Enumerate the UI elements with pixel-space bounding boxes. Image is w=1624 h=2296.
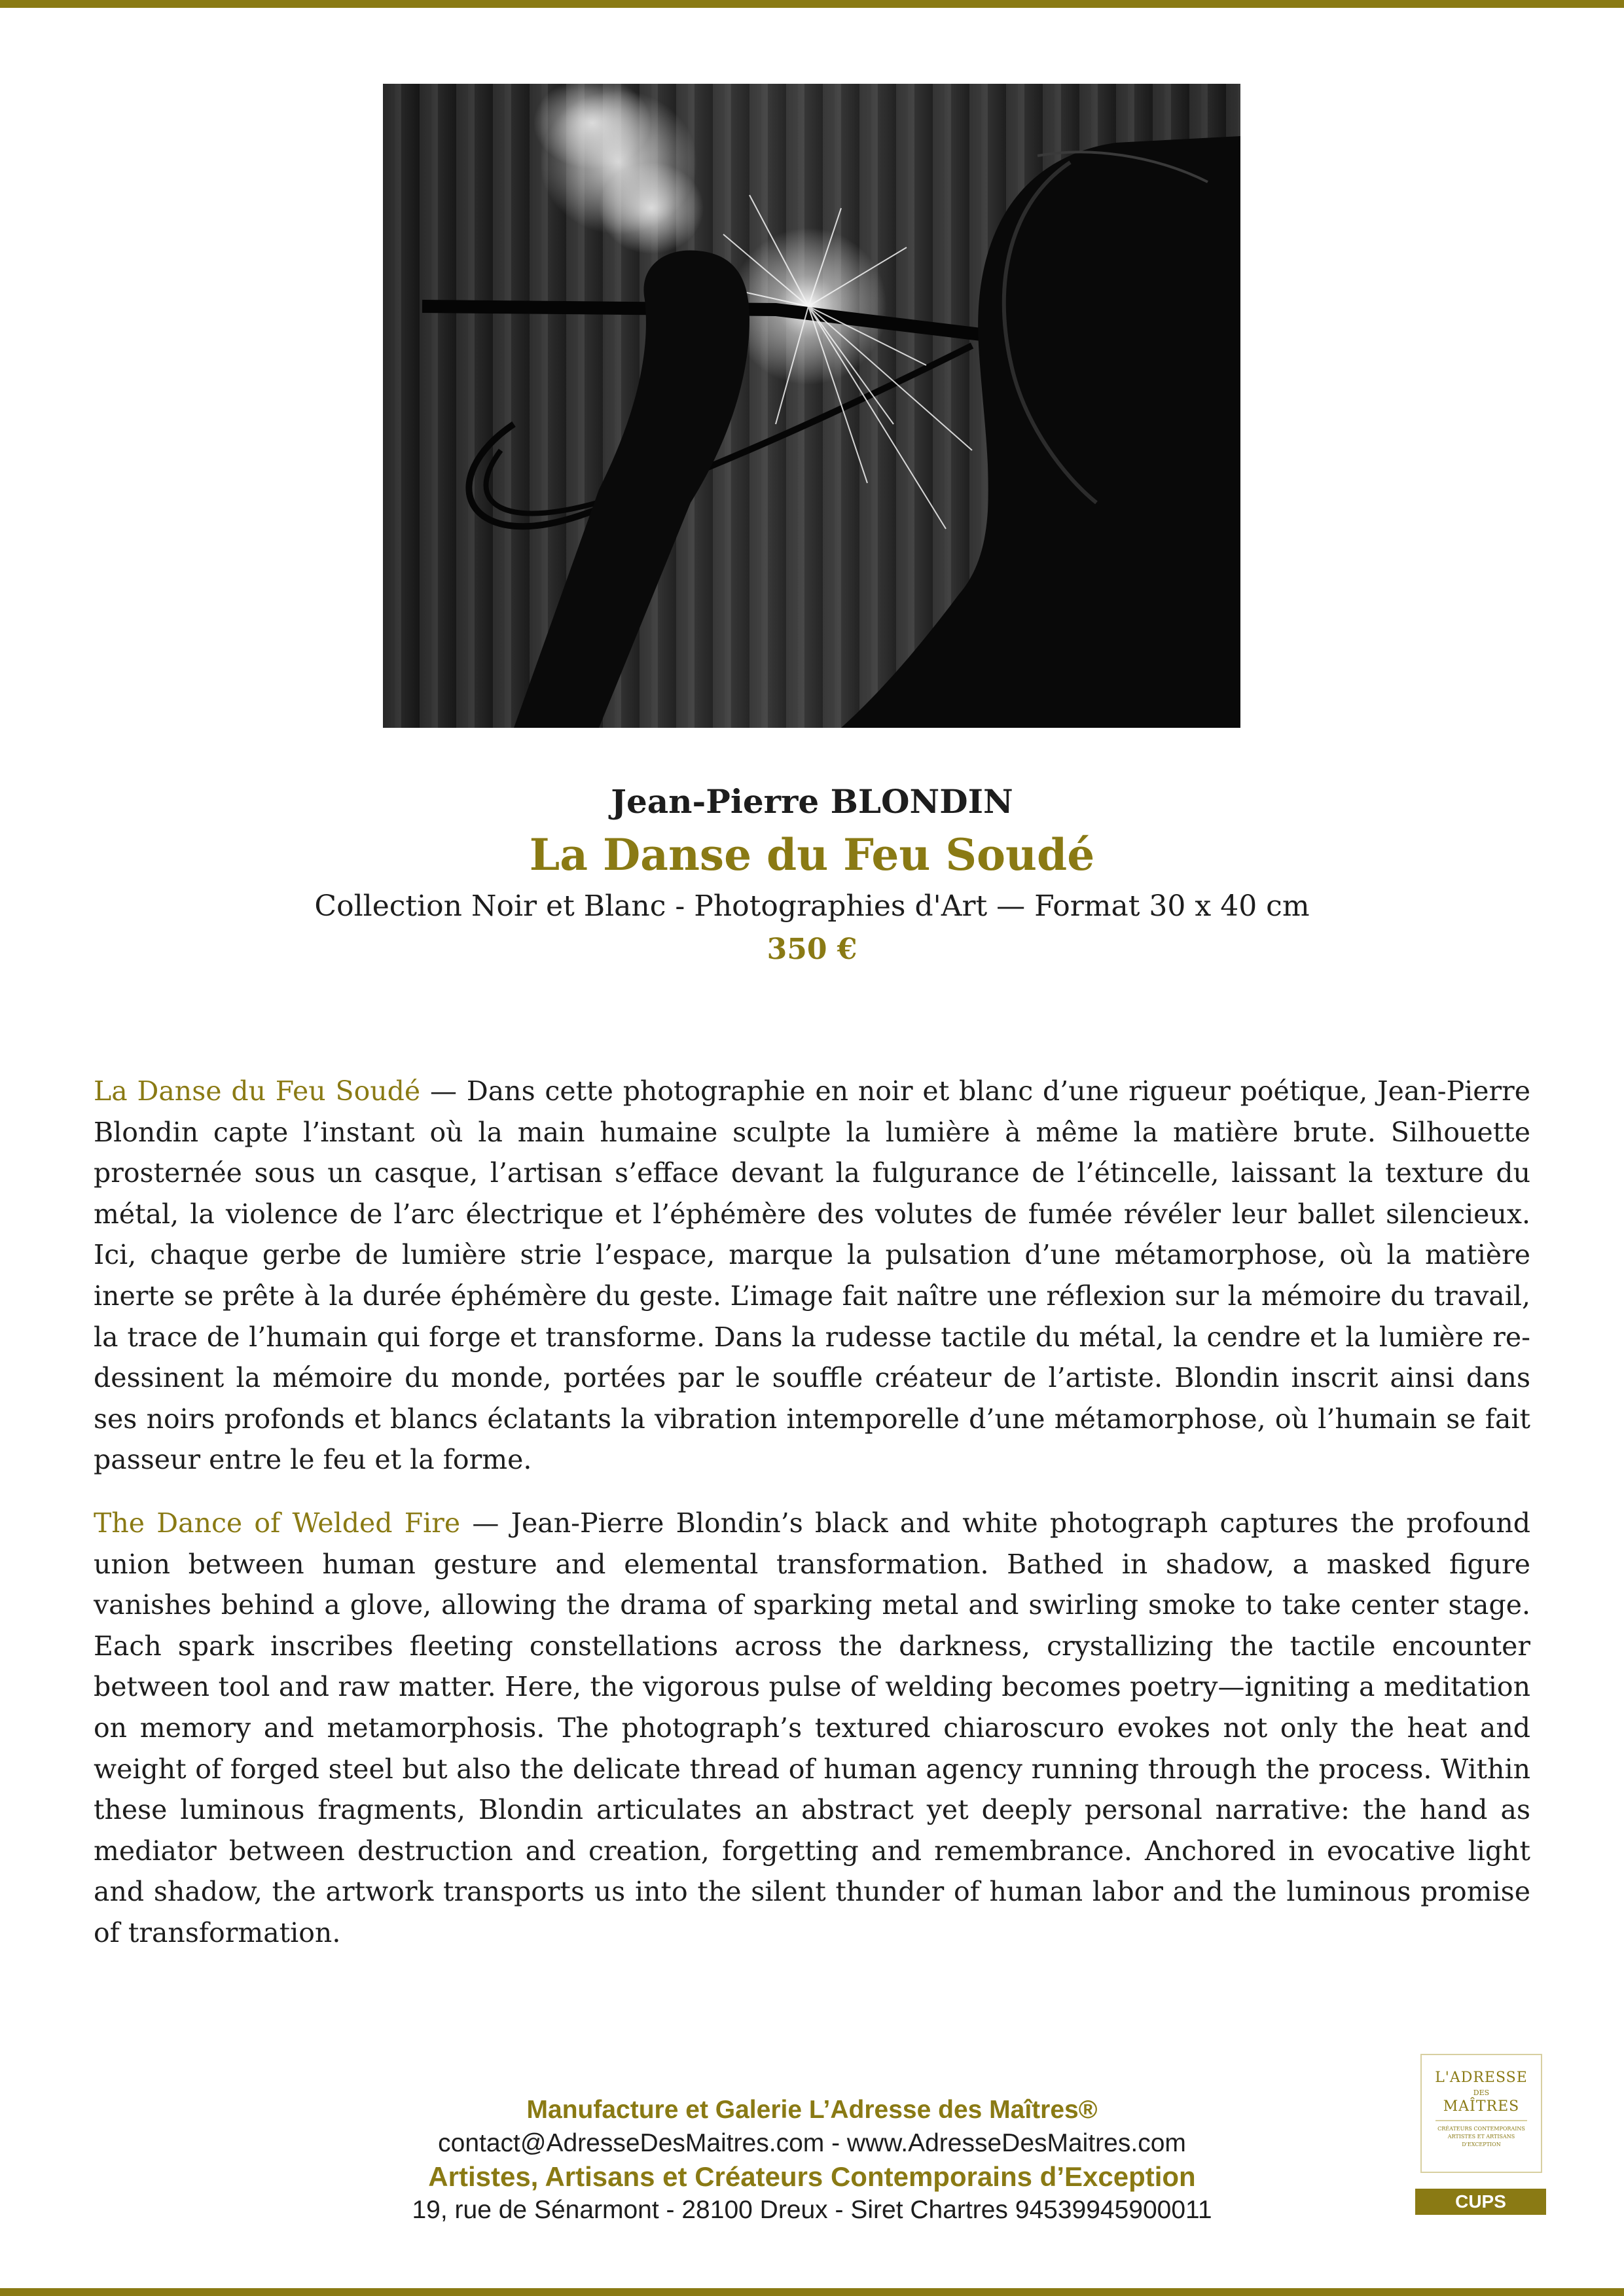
logo-line3: MAÎTRES — [1443, 2098, 1520, 2115]
top-accent-bar — [0, 0, 1624, 8]
artwork-price: 350 € — [767, 933, 857, 966]
artwork-title: La Danse du Feu Soudé — [529, 829, 1095, 880]
logo-line4: CRÉATEURS CONTEMPORAINS ARTISTES ET ARTISANS D'EXCEPTION — [1437, 2126, 1525, 2147]
description-english — [94, 1503, 1530, 1954]
cups-badge: CUPS — [1415, 2189, 1546, 2215]
collection-format: Collection Noir et Blanc - Photographies d'Art — Format 30 x 40 cm — [314, 889, 1310, 923]
gallery-logo — [1420, 2054, 1542, 2173]
french-title: La Danse du Feu Soudé — [94, 1075, 421, 1107]
gallery-name: Manufacture et Galerie L’Adresse des Maîtres® — [526, 2096, 1098, 2124]
description — [94, 1071, 1530, 1975]
artwork-header — [0, 779, 1624, 971]
footer — [0, 2093, 1624, 2227]
bottom-accent-bar — [0, 2288, 1624, 2296]
english-title: The Dance of Welded Fire — [94, 1507, 461, 1539]
logo-divider — [1435, 2120, 1527, 2121]
address-line: 19, rue de Sénarmont - 28100 Dreux - Siret Chartres 94539945900011 — [412, 2196, 1212, 2224]
welder-photo-icon — [383, 84, 1240, 728]
logo-line2: DES — [1473, 2089, 1490, 2097]
french-body: — Dans cette photographie en noir et blanc d’une rigueur poétique, Jean-Pierre Blondin capte l’instant où la main humaine sculpte la lumière à même la matière brute. Silhouette prosternée sous un casque, l’artisan s’efface devant la fulgurance de l’étincelle, laissant la texture du métal, la violence de l’arc électrique et l’éphémère des volutes de fumée révéler leur ballet silencieux. Ici, chaque gerbe de lumière strie l’espace, marque la pulsation d’une métamorphose, où la matière inerte se prête à la durée éphémère du geste. L’image fait naître une réflexion sur la mémoire du travail, la trace de l’humain qui forge et transforme. Dans la rudesse tactile du métal, la cendre et la lumière re-dessinent la mémoire du monde, portées par le souffle créateur de l’artiste. Blondin inscrit ainsi dans ses noirs profonds et blancs éclatants la vibration intemporelle d’une métamorphose, où l’humain se fait passeur entre le feu et la forme. — [94, 1075, 1530, 1476]
tagline: Artistes, Artisans et Créateurs Contemporains d’Exception — [428, 2161, 1196, 2192]
contact-line: contact@AdresseDesMaitres.com - www.AdresseDesMaitres.com — [438, 2129, 1186, 2157]
logo-line1: L'ADRESSE — [1435, 2070, 1528, 2086]
description-french — [94, 1071, 1530, 1480]
artist-name: Jean-Pierre BLONDIN — [611, 782, 1013, 821]
english-body: — Jean-Pierre Blondin’s black and white photograph captures the profound union between human gesture and elemental transformation. Bathed in shadow, a masked figure vanishes behind a glove, allowing the drama of sparking metal and swirling smoke to take center stage. Each spark inscribes fleeting constellations across the darkness, crystallizing the tactile encounter between tool and raw matter. Here, the vigorous pulse of welding becomes poetry—igniting a meditation on memory and metamorphosis. The photograph’s textured chiaroscuro evokes not only the heat and weight of forged steel but also the delicate thread of human agency running through the process. Within these luminous fragments, Blondin articulates an abstract yet deeply personal narrative: the hand as mediator between destruction and creation, forgetting and remembrance. Anchored in evocative light and shadow, the artwork transports us into the silent thunder of human labor and the luminous promise of transformation. — [94, 1507, 1530, 1948]
artwork-photo — [383, 84, 1240, 728]
